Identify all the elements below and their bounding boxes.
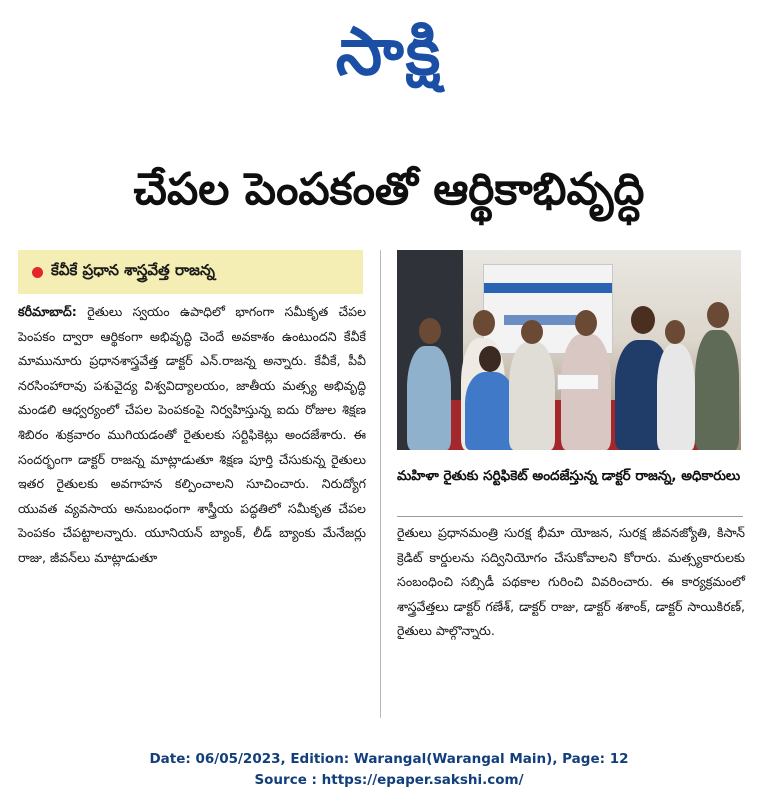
caption-divider: [397, 516, 743, 517]
bullet-icon: [32, 267, 43, 278]
body-right-text: రైతులు ప్రధానమంత్రి సురక్ష భీమా యోజన, సురక్ష జీవనజ్యోతి, కిసాన్ క్రెడిట్ కార్డులను సద్వినియోగం చేసుకోవాలని కోరారు. మత్స్యకారులకు సంబంధించి సబ్సిడీ పథకాల గురించి వివరించారు. ఈ కార్యక్రమంలో శాస్త్రవేత్తలు డాక్టర్ గణేశ్, డాక్టర్ రాజు, డాక్టర్ శశాంక్, డాక్టర్ సాయికిరణ్, రైతులు పాల్గొన్నారు.: [397, 525, 745, 639]
article-body-left: [18, 300, 366, 571]
certificate: [557, 374, 599, 390]
photo-caption: మహిళా రైతుకు సర్టిఫికెట్ అందజేస్తున్న డాక్టర్ రాజన్న, అధికారులు: [397, 468, 741, 484]
masthead-logo: సాక్షి: [335, 13, 443, 90]
dateline: కరీమాబాద్:: [18, 304, 77, 319]
article-subheadline: [18, 250, 363, 294]
edition-info: Date: 06/05/2023, Edition: Warangal(Warangal Main), Page: 12: [149, 751, 629, 767]
article-photo: [397, 250, 741, 450]
source-info: Source : https://epaper.sakshi.com/: [254, 772, 524, 788]
article-body-right: [397, 521, 745, 644]
subheadline-text: కేవీకే ప్రధాన శాస్త్రవేత్త రాజన్న: [51, 261, 215, 279]
article-headline: చేపల పెంపకంతో ఆర్థికాభివృద్ధి: [133, 164, 645, 215]
body-left-text: రైతులు స్వయం ఉపాధిలో భాగంగా సమీకృత చేపల పెంపకం ద్వారా ఆర్థికంగా అభివృద్ధి చెందే అవకాశం ఉంటుందని కేవీకే మామునూరు ప్రధానశాస్త్రవేత్త డాక్టర్ ఎన్.రాజన్న అన్నారు. కేవీకే, పీవీ నరసింహారావు పశువైద్య విశ్వవిద్యాలయం, జాతీయ మత్స్య అభివృద్ధి మండలి ఆధ్వర్యంలో చేపల పెంపకంపై నిర్వహిస్తున్న ఐదు రోజుల శిక్షణ శిబిరం శుక్రవారం ముగియడంతో రైతులకు సర్టిఫికెట్లు అందజేశారు. ఈ సందర్భంగా డాక్టర్ రాజన్న మాట్లాడుతూ శిక్షణ పూర్తి చేసుకున్న రైతులు ఇతర రైతులకు అవగాహన కల్పించాలని సూచించారు. నిరుద్యోగ యువత వ్యవసాయ అనుబంధంగా శాస్త్రీయ పద్ధతిలో సమీకృత చేపల పెంపకం చేపట్టాలన్నారు. యూనియన్ బ్యాంక్, లీడ్ బ్యాంకు మేనేజర్లు రాజు, జీవన్‌లు మాట్లాడుతూ: [18, 304, 366, 565]
column-divider: [380, 250, 381, 718]
